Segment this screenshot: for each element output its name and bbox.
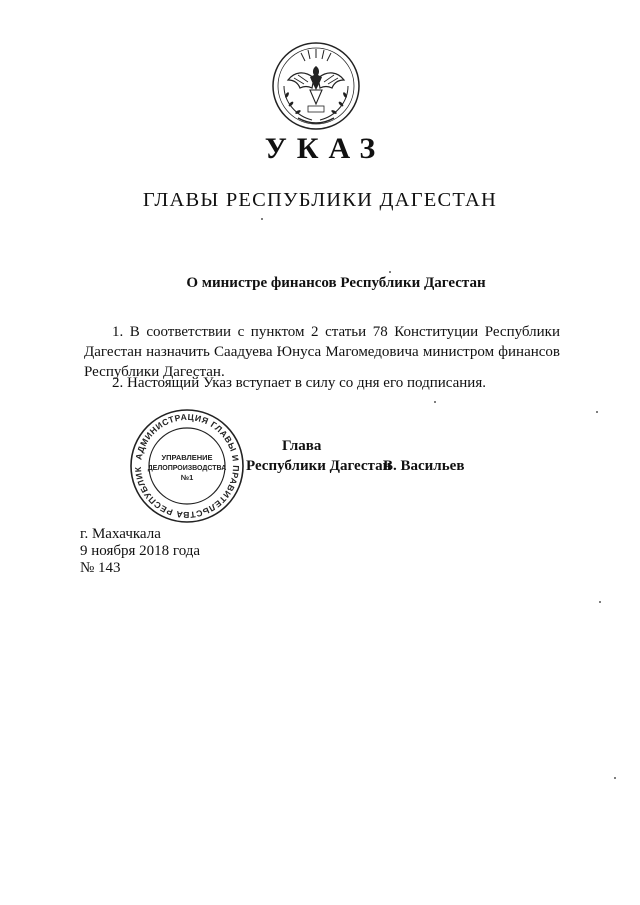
decree-date: 9 ноября 2018 года [80,543,201,559]
signature-title: Глава [282,438,322,454]
decree-subtitle: ГЛАВЫ РЕСПУБЛИКИ ДАГЕСТАН [142,189,498,211]
stamp-line-2: ДЕЛОПРОИЗВОДСТВА [147,465,227,472]
scan-speck [599,601,601,603]
decree-title: УКАЗ [264,132,386,165]
decree-number: № 143 [80,560,121,576]
scan-speck [596,411,598,413]
decree-heading: О министре финансов Республики Дагестан [186,275,486,291]
stamp-line-3: №1 [180,473,194,482]
decree-paragraph-2: 2. Настоящий Указ вступает в силу со дня его подписания. [112,375,486,391]
emblem [270,40,362,132]
official-stamp [128,407,246,525]
scan-speck [261,218,263,220]
signature-org: Республики Дагестан [246,458,392,474]
scan-speck [434,401,436,403]
scan-speck [389,271,391,273]
decree-place: г. Махачкала [80,526,161,542]
signatory-name: В. Васильев [383,458,465,474]
scan-speck [614,777,616,779]
decree-paragraph-1: 1. В соответствии с пунктом 2 статьи 78 Конституции Республики Дагестан назначить Саадуева Юнуса Магомедовича министром финансов Республики Дагестан. [84,324,560,380]
stamp-outer-text: АДМИНИСТРАЦИЯ ГЛАВЫ И ПРАВИТЕЛЬСТВА РЕСПУБЛИК [132,411,242,521]
stamp-line-1: УПРАВЛЕНИЕ [161,453,213,462]
stamp-seal-icon [128,407,246,525]
dagestan-coat-of-arms-icon [270,40,362,132]
